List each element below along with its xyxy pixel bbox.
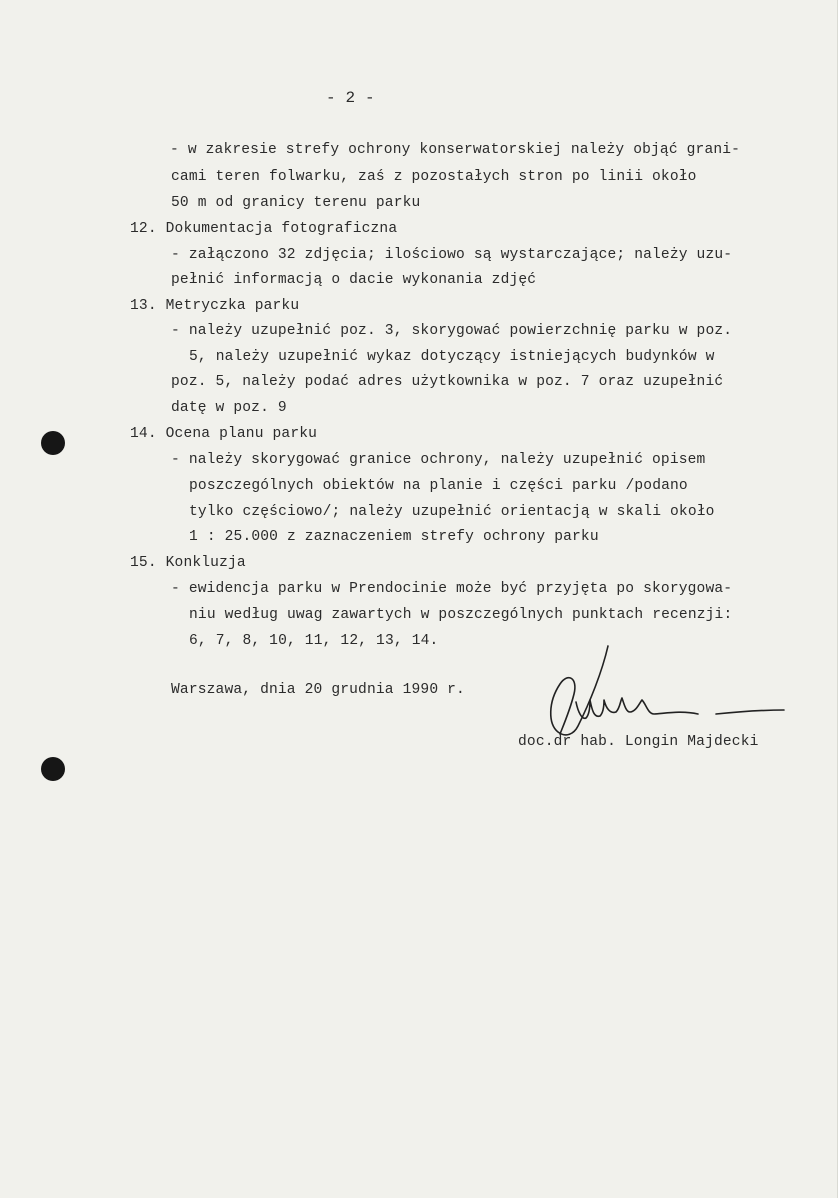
punch-hole [41, 757, 65, 781]
text-line: - należy uzupełnić poz. 3, skorygować powierzchnię parku w poz. [171, 323, 733, 339]
section-heading: 15. Konkluzja [130, 555, 246, 571]
text-line: - ewidencja parku w Prendocinie może być przyjęta po skorygowa- [171, 581, 733, 597]
text-line: tylko częściowo/; należy uzupełnić orientacją w skali około [189, 504, 715, 520]
text-line: 1 : 25.000 z zaznaczeniem strefy ochrony parku [189, 529, 599, 545]
text-line: - należy skorygować granice ochrony, należy uzupełnić opisem [171, 452, 706, 468]
place-date: Warszawa, dnia 20 grudnia 1990 r. [171, 682, 465, 698]
section-heading: 12. Dokumentacja fotograficzna [130, 221, 398, 237]
text-line: pełnić informacją o dacie wykonania zdjęć [171, 272, 537, 288]
signatory-name: doc.dr hab. Longin Majdecki [518, 734, 759, 750]
section-heading: 14. Ocena planu parku [130, 426, 318, 442]
text-line: - w zakresie strefy ochrony konserwatorskiej należy objąć grani- [170, 142, 741, 158]
text-line: - załączono 32 zdjęcia; ilościowo są wystarczające; należy uzu- [171, 247, 733, 263]
page-number: - 2 - [326, 89, 375, 107]
text-line: 50 m od granicy terenu parku [171, 195, 421, 211]
section-heading: 13. Metryczka parku [130, 298, 300, 314]
text-line: 5, należy uzupełnić wykaz dotyczący istniejących budynków w [189, 349, 715, 365]
text-line: datę w poz. 9 [171, 400, 287, 416]
punch-hole [41, 431, 65, 455]
text-line: niu według uwag zawartych w poszczególnych punktach recenzji: [189, 607, 733, 623]
text-line: poz. 5, należy podać adres użytkownika w poz. 7 oraz uzupełnić [171, 374, 724, 390]
text-line: poszczególnych obiektów na planie i części parku /podano [189, 478, 688, 494]
text-line: 6, 7, 8, 10, 11, 12, 13, 14. [189, 633, 439, 649]
text-line: cami teren folwarku, zaś z pozostałych stron po linii około [171, 169, 697, 185]
